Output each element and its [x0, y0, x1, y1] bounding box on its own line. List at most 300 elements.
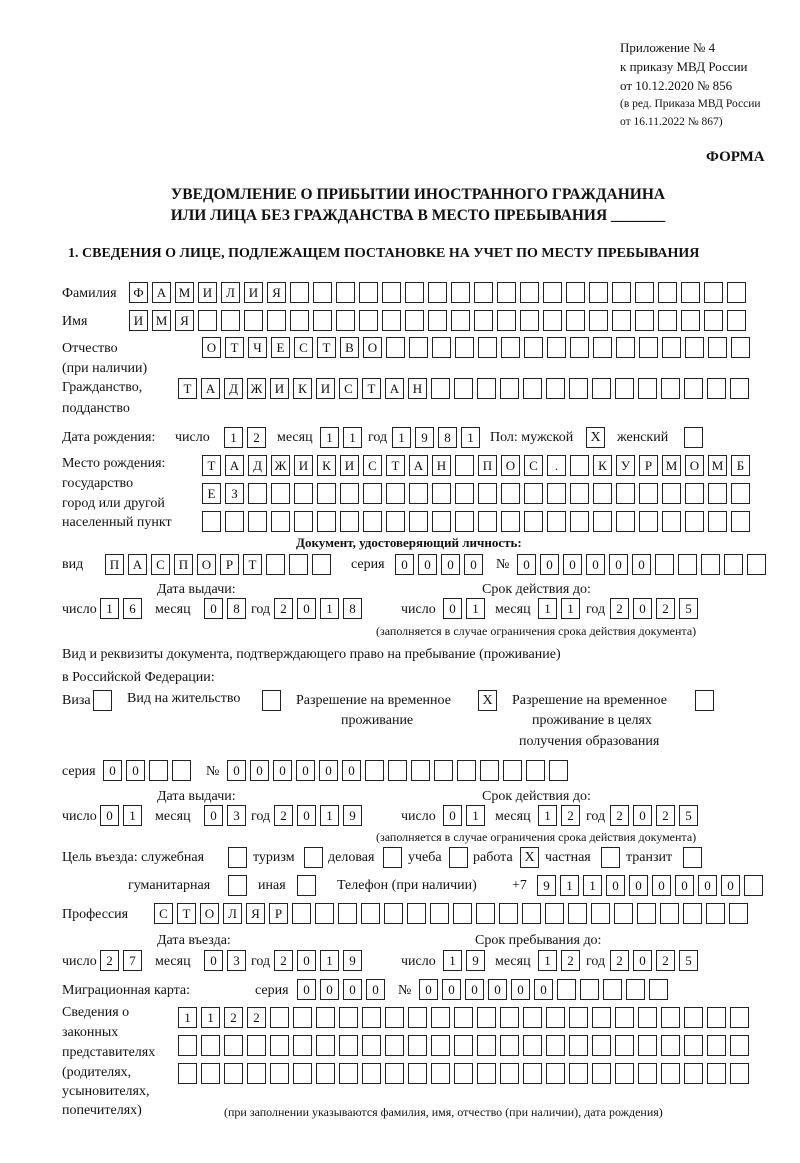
char-box[interactable]: Т	[317, 337, 336, 358]
char-box[interactable]: 0	[540, 554, 559, 575]
char-box[interactable]	[365, 760, 384, 781]
char-box[interactable]: 0	[443, 805, 462, 826]
char-box[interactable]	[580, 979, 599, 1000]
char-box[interactable]: 0	[586, 554, 605, 575]
char-box[interactable]: 1	[560, 875, 579, 896]
char-box[interactable]: 0	[606, 875, 625, 896]
char-box[interactable]	[593, 337, 612, 358]
char-box[interactable]: 0	[204, 805, 223, 826]
char-box[interactable]	[267, 310, 286, 331]
char-box[interactable]: П	[105, 554, 124, 575]
char-box[interactable]	[499, 903, 518, 924]
char-box[interactable]: Р	[269, 903, 288, 924]
birth-day-field[interactable]	[224, 427, 266, 448]
char-box[interactable]: 0	[419, 979, 438, 1000]
char-box[interactable]: Е	[202, 483, 221, 504]
char-box[interactable]	[661, 378, 680, 399]
char-box[interactable]: А	[152, 282, 171, 303]
purpose-business-checkbox[interactable]	[383, 847, 402, 868]
char-box[interactable]	[451, 282, 470, 303]
char-box[interactable]: Т	[202, 455, 221, 476]
char-box[interactable]: Д	[248, 455, 267, 476]
char-box[interactable]	[706, 903, 725, 924]
char-box[interactable]: О	[202, 337, 221, 358]
char-box[interactable]	[363, 483, 382, 504]
char-box[interactable]: 1	[123, 805, 142, 826]
char-box[interactable]	[202, 511, 221, 532]
char-box[interactable]: А	[385, 378, 404, 399]
char-box[interactable]	[431, 378, 450, 399]
char-box[interactable]	[658, 310, 677, 331]
char-box[interactable]: 0	[632, 554, 651, 575]
char-box[interactable]	[731, 337, 750, 358]
char-box[interactable]	[455, 337, 474, 358]
char-box[interactable]: 3	[227, 950, 246, 971]
char-box[interactable]: 2	[561, 805, 580, 826]
char-box[interactable]	[385, 1007, 404, 1028]
char-box[interactable]	[747, 554, 766, 575]
char-box[interactable]	[225, 511, 244, 532]
purpose-transit-checkbox[interactable]	[683, 847, 702, 868]
char-box[interactable]	[707, 1063, 726, 1084]
char-box[interactable]	[454, 378, 473, 399]
char-box[interactable]: С	[363, 455, 382, 476]
id-kind-field[interactable]	[105, 554, 331, 575]
char-box[interactable]	[361, 903, 380, 924]
char-box[interactable]: 0	[366, 979, 385, 1000]
residence-permit-checkbox[interactable]	[262, 690, 281, 711]
char-box[interactable]	[685, 337, 704, 358]
char-box[interactable]: Т	[362, 378, 381, 399]
char-box[interactable]	[382, 310, 401, 331]
char-box[interactable]	[385, 1063, 404, 1084]
char-box[interactable]	[497, 310, 516, 331]
char-box[interactable]	[290, 282, 309, 303]
char-box[interactable]	[431, 1007, 450, 1028]
char-box[interactable]	[591, 903, 610, 924]
id-number-field[interactable]	[517, 554, 766, 575]
char-box[interactable]: 9	[343, 950, 362, 971]
char-box[interactable]: С	[524, 455, 543, 476]
char-box[interactable]	[638, 378, 657, 399]
char-box[interactable]	[661, 1007, 680, 1028]
char-box[interactable]: А	[225, 455, 244, 476]
char-box[interactable]: З	[225, 483, 244, 504]
char-box[interactable]	[729, 903, 748, 924]
char-box[interactable]: .	[547, 455, 566, 476]
char-box[interactable]	[247, 1063, 266, 1084]
char-box[interactable]: И	[294, 455, 313, 476]
char-box[interactable]	[362, 1063, 381, 1084]
char-box[interactable]	[497, 282, 516, 303]
char-box[interactable]: 2	[610, 805, 629, 826]
char-box[interactable]	[614, 903, 633, 924]
char-box[interactable]: Ж	[271, 455, 290, 476]
char-box[interactable]	[612, 310, 631, 331]
char-box[interactable]	[409, 483, 428, 504]
char-box[interactable]: 0	[721, 875, 740, 896]
char-box[interactable]: 0	[227, 760, 246, 781]
char-box[interactable]: И	[129, 310, 148, 331]
char-box[interactable]	[500, 1035, 519, 1056]
char-box[interactable]: 0	[126, 760, 145, 781]
char-box[interactable]	[684, 378, 703, 399]
char-box[interactable]	[524, 511, 543, 532]
char-box[interactable]	[409, 337, 428, 358]
migration-number-field[interactable]	[419, 979, 668, 1000]
char-box[interactable]	[359, 282, 378, 303]
char-box[interactable]	[569, 378, 588, 399]
id-issue-month-field[interactable]	[204, 598, 246, 619]
patronymic-field[interactable]	[202, 337, 750, 358]
char-box[interactable]	[500, 1063, 519, 1084]
char-box[interactable]	[316, 1007, 335, 1028]
char-box[interactable]: Е	[271, 337, 290, 358]
char-box[interactable]: 0	[511, 979, 530, 1000]
char-box[interactable]	[457, 760, 476, 781]
char-box[interactable]: 1	[201, 1007, 220, 1028]
char-box[interactable]	[744, 875, 763, 896]
char-box[interactable]: Я	[267, 282, 286, 303]
char-box[interactable]	[731, 483, 750, 504]
char-box[interactable]	[385, 1035, 404, 1056]
char-box[interactable]: М	[662, 455, 681, 476]
char-box[interactable]: Л	[221, 282, 240, 303]
stay-day-field[interactable]	[443, 950, 485, 971]
purpose-work-checkbox[interactable]: X	[520, 847, 539, 868]
char-box[interactable]	[569, 1007, 588, 1028]
char-box[interactable]: И	[270, 378, 289, 399]
purpose-private-checkbox[interactable]	[601, 847, 620, 868]
char-box[interactable]: 0	[633, 950, 652, 971]
char-box[interactable]	[431, 1035, 450, 1056]
char-box[interactable]	[201, 1035, 220, 1056]
char-box[interactable]: 2	[610, 598, 629, 619]
representatives-field-row2[interactable]	[178, 1035, 749, 1056]
birth-month-field[interactable]	[320, 427, 362, 448]
char-box[interactable]: 0	[443, 598, 462, 619]
char-box[interactable]: У	[616, 455, 635, 476]
char-box[interactable]: 9	[343, 805, 362, 826]
char-box[interactable]: И	[198, 282, 217, 303]
char-box[interactable]: 5	[679, 950, 698, 971]
char-box[interactable]	[730, 378, 749, 399]
char-box[interactable]	[362, 1035, 381, 1056]
char-box[interactable]: Т	[243, 554, 262, 575]
char-box[interactable]	[566, 310, 585, 331]
birthplace-field-row2[interactable]	[202, 483, 750, 504]
char-box[interactable]	[592, 1007, 611, 1028]
char-box[interactable]: Т	[177, 903, 196, 924]
char-box[interactable]: 1	[100, 598, 119, 619]
char-box[interactable]	[637, 903, 656, 924]
char-box[interactable]	[248, 511, 267, 532]
purpose-other-checkbox[interactable]	[297, 875, 316, 896]
char-box[interactable]: 0	[442, 979, 461, 1000]
char-box[interactable]	[660, 903, 679, 924]
char-box[interactable]: 1	[320, 950, 339, 971]
temp-residence-checkbox[interactable]: X	[478, 690, 497, 711]
sex-male-checkbox[interactable]: X	[586, 427, 605, 448]
char-box[interactable]	[520, 282, 539, 303]
char-box[interactable]: Т	[178, 378, 197, 399]
char-box[interactable]	[638, 1035, 657, 1056]
char-box[interactable]: 2	[247, 1007, 266, 1028]
char-box[interactable]	[289, 554, 308, 575]
char-box[interactable]	[603, 979, 622, 1000]
char-box[interactable]: О	[685, 455, 704, 476]
char-box[interactable]: 0	[418, 554, 437, 575]
char-box[interactable]: 2	[656, 598, 675, 619]
char-box[interactable]	[589, 282, 608, 303]
char-box[interactable]	[339, 1007, 358, 1028]
char-box[interactable]: 1	[538, 598, 557, 619]
char-box[interactable]	[172, 760, 191, 781]
char-box[interactable]	[547, 483, 566, 504]
char-box[interactable]	[198, 310, 217, 331]
purpose-humanitarian-checkbox[interactable]	[228, 875, 247, 896]
char-box[interactable]: 3	[227, 805, 246, 826]
char-box[interactable]	[430, 903, 449, 924]
char-box[interactable]	[569, 1035, 588, 1056]
char-box[interactable]: К	[317, 455, 336, 476]
char-box[interactable]: 1	[538, 950, 557, 971]
char-box[interactable]: П	[174, 554, 193, 575]
char-box[interactable]	[592, 378, 611, 399]
char-box[interactable]: Ф	[129, 282, 148, 303]
char-box[interactable]	[500, 1007, 519, 1028]
char-box[interactable]: И	[340, 455, 359, 476]
char-box[interactable]	[615, 1035, 634, 1056]
char-box[interactable]	[290, 310, 309, 331]
char-box[interactable]: 2	[274, 598, 293, 619]
char-box[interactable]	[681, 310, 700, 331]
char-box[interactable]	[294, 511, 313, 532]
char-box[interactable]	[658, 282, 677, 303]
char-box[interactable]	[478, 483, 497, 504]
char-box[interactable]	[478, 511, 497, 532]
char-box[interactable]: 2	[656, 950, 675, 971]
char-box[interactable]	[431, 1063, 450, 1084]
char-box[interactable]: 0	[441, 554, 460, 575]
char-box[interactable]	[340, 511, 359, 532]
char-box[interactable]: 2	[561, 950, 580, 971]
char-box[interactable]	[639, 483, 658, 504]
profession-field[interactable]	[154, 903, 748, 924]
char-box[interactable]	[708, 483, 727, 504]
char-box[interactable]: 2	[224, 1007, 243, 1028]
char-box[interactable]	[727, 282, 746, 303]
char-box[interactable]	[477, 1063, 496, 1084]
char-box[interactable]	[405, 310, 424, 331]
char-box[interactable]	[589, 310, 608, 331]
char-box[interactable]	[248, 483, 267, 504]
char-box[interactable]	[593, 483, 612, 504]
char-box[interactable]: 7	[123, 950, 142, 971]
char-box[interactable]: С	[154, 903, 173, 924]
char-box[interactable]	[362, 1007, 381, 1028]
char-box[interactable]	[523, 1063, 542, 1084]
char-box[interactable]	[271, 511, 290, 532]
char-box[interactable]	[270, 1035, 289, 1056]
char-box[interactable]	[428, 310, 447, 331]
char-box[interactable]	[455, 483, 474, 504]
stay-number-field[interactable]	[227, 760, 568, 781]
char-box[interactable]	[592, 1035, 611, 1056]
purpose-study-checkbox[interactable]	[449, 847, 468, 868]
char-box[interactable]	[546, 1007, 565, 1028]
char-box[interactable]: О	[501, 455, 520, 476]
char-box[interactable]	[408, 1035, 427, 1056]
char-box[interactable]	[312, 554, 331, 575]
char-box[interactable]: Д	[224, 378, 243, 399]
char-box[interactable]	[685, 511, 704, 532]
char-box[interactable]	[616, 337, 635, 358]
char-box[interactable]: Р	[220, 554, 239, 575]
char-box[interactable]	[615, 378, 634, 399]
char-box[interactable]: 0	[297, 979, 316, 1000]
char-box[interactable]	[730, 1035, 749, 1056]
char-box[interactable]: М	[175, 282, 194, 303]
char-box[interactable]: О	[197, 554, 216, 575]
char-box[interactable]	[293, 1035, 312, 1056]
char-box[interactable]	[655, 554, 674, 575]
char-box[interactable]: 0	[319, 760, 338, 781]
char-box[interactable]	[409, 511, 428, 532]
char-box[interactable]: 6	[123, 598, 142, 619]
char-box[interactable]	[638, 1063, 657, 1084]
char-box[interactable]	[316, 1063, 335, 1084]
char-box[interactable]	[701, 554, 720, 575]
birthplace-field-row3[interactable]	[202, 511, 750, 532]
char-box[interactable]	[662, 483, 681, 504]
char-box[interactable]: 0	[100, 805, 119, 826]
char-box[interactable]: Т	[225, 337, 244, 358]
char-box[interactable]	[546, 1063, 565, 1084]
char-box[interactable]: М	[708, 455, 727, 476]
sex-female-checkbox[interactable]	[684, 427, 703, 448]
char-box[interactable]	[707, 1035, 726, 1056]
char-box[interactable]	[432, 483, 451, 504]
char-box[interactable]: 5	[679, 805, 698, 826]
char-box[interactable]: Я	[175, 310, 194, 331]
char-box[interactable]	[411, 760, 430, 781]
char-box[interactable]: 2	[274, 950, 293, 971]
char-box[interactable]: 1	[583, 875, 602, 896]
char-box[interactable]: 0	[464, 554, 483, 575]
char-box[interactable]	[474, 310, 493, 331]
char-box[interactable]	[405, 282, 424, 303]
char-box[interactable]: 1	[320, 598, 339, 619]
birthplace-field-row1[interactable]	[202, 455, 750, 476]
char-box[interactable]	[477, 1035, 496, 1056]
char-box[interactable]	[477, 378, 496, 399]
char-box[interactable]: 8	[227, 598, 246, 619]
char-box[interactable]: 0	[343, 979, 362, 1000]
char-box[interactable]	[662, 337, 681, 358]
char-box[interactable]: 1	[461, 427, 480, 448]
char-box[interactable]	[569, 1063, 588, 1084]
char-box[interactable]: 5	[679, 598, 698, 619]
surname-field[interactable]	[129, 282, 746, 303]
char-box[interactable]: 0	[297, 598, 316, 619]
char-box[interactable]	[546, 378, 565, 399]
representatives-field-row1[interactable]	[178, 1007, 749, 1028]
char-box[interactable]	[566, 282, 585, 303]
char-box[interactable]	[635, 282, 654, 303]
char-box[interactable]	[543, 310, 562, 331]
char-box[interactable]	[386, 337, 405, 358]
stay-issue-day-field[interactable]	[100, 805, 142, 826]
char-box[interactable]: О	[363, 337, 382, 358]
char-box[interactable]	[201, 1063, 220, 1084]
char-box[interactable]: 0	[296, 760, 315, 781]
char-box[interactable]	[292, 903, 311, 924]
char-box[interactable]	[454, 1007, 473, 1028]
char-box[interactable]: 1	[466, 598, 485, 619]
id-valid-day-field[interactable]	[443, 598, 485, 619]
char-box[interactable]	[546, 1035, 565, 1056]
stay-issue-month-field[interactable]	[204, 805, 246, 826]
char-box[interactable]: 1	[538, 805, 557, 826]
char-box[interactable]	[661, 1035, 680, 1056]
char-box[interactable]	[339, 1035, 358, 1056]
char-box[interactable]	[570, 483, 589, 504]
char-box[interactable]: 0	[320, 979, 339, 1000]
char-box[interactable]: А	[128, 554, 147, 575]
char-box[interactable]: 1	[392, 427, 411, 448]
char-box[interactable]: Т	[386, 455, 405, 476]
char-box[interactable]: 0	[609, 554, 628, 575]
char-box[interactable]	[338, 903, 357, 924]
char-box[interactable]	[570, 455, 589, 476]
char-box[interactable]: 8	[343, 598, 362, 619]
char-box[interactable]	[359, 310, 378, 331]
stay-valid-year-field[interactable]	[610, 805, 698, 826]
char-box[interactable]	[684, 1035, 703, 1056]
char-box[interactable]	[730, 1007, 749, 1028]
char-box[interactable]: 0	[629, 875, 648, 896]
char-box[interactable]: 0	[204, 598, 223, 619]
char-box[interactable]	[523, 1035, 542, 1056]
char-box[interactable]	[635, 310, 654, 331]
char-box[interactable]	[681, 282, 700, 303]
char-box[interactable]: 2	[274, 805, 293, 826]
entry-year-field[interactable]	[274, 950, 362, 971]
char-box[interactable]	[453, 903, 472, 924]
char-box[interactable]	[592, 1063, 611, 1084]
char-box[interactable]	[408, 1007, 427, 1028]
char-box[interactable]	[522, 903, 541, 924]
char-box[interactable]: К	[593, 455, 612, 476]
char-box[interactable]: И	[316, 378, 335, 399]
char-box[interactable]	[727, 310, 746, 331]
char-box[interactable]	[271, 483, 290, 504]
char-box[interactable]: Я	[246, 903, 265, 924]
char-box[interactable]	[476, 903, 495, 924]
char-box[interactable]	[500, 378, 519, 399]
edu-residence-checkbox[interactable]	[695, 690, 714, 711]
char-box[interactable]	[526, 760, 545, 781]
char-box[interactable]: А	[201, 378, 220, 399]
char-box[interactable]: 0	[273, 760, 292, 781]
char-box[interactable]	[178, 1035, 197, 1056]
id-issue-year-field[interactable]	[274, 598, 362, 619]
char-box[interactable]	[336, 310, 355, 331]
char-box[interactable]	[649, 979, 668, 1000]
char-box[interactable]	[501, 511, 520, 532]
stay-valid-day-field[interactable]	[443, 805, 485, 826]
